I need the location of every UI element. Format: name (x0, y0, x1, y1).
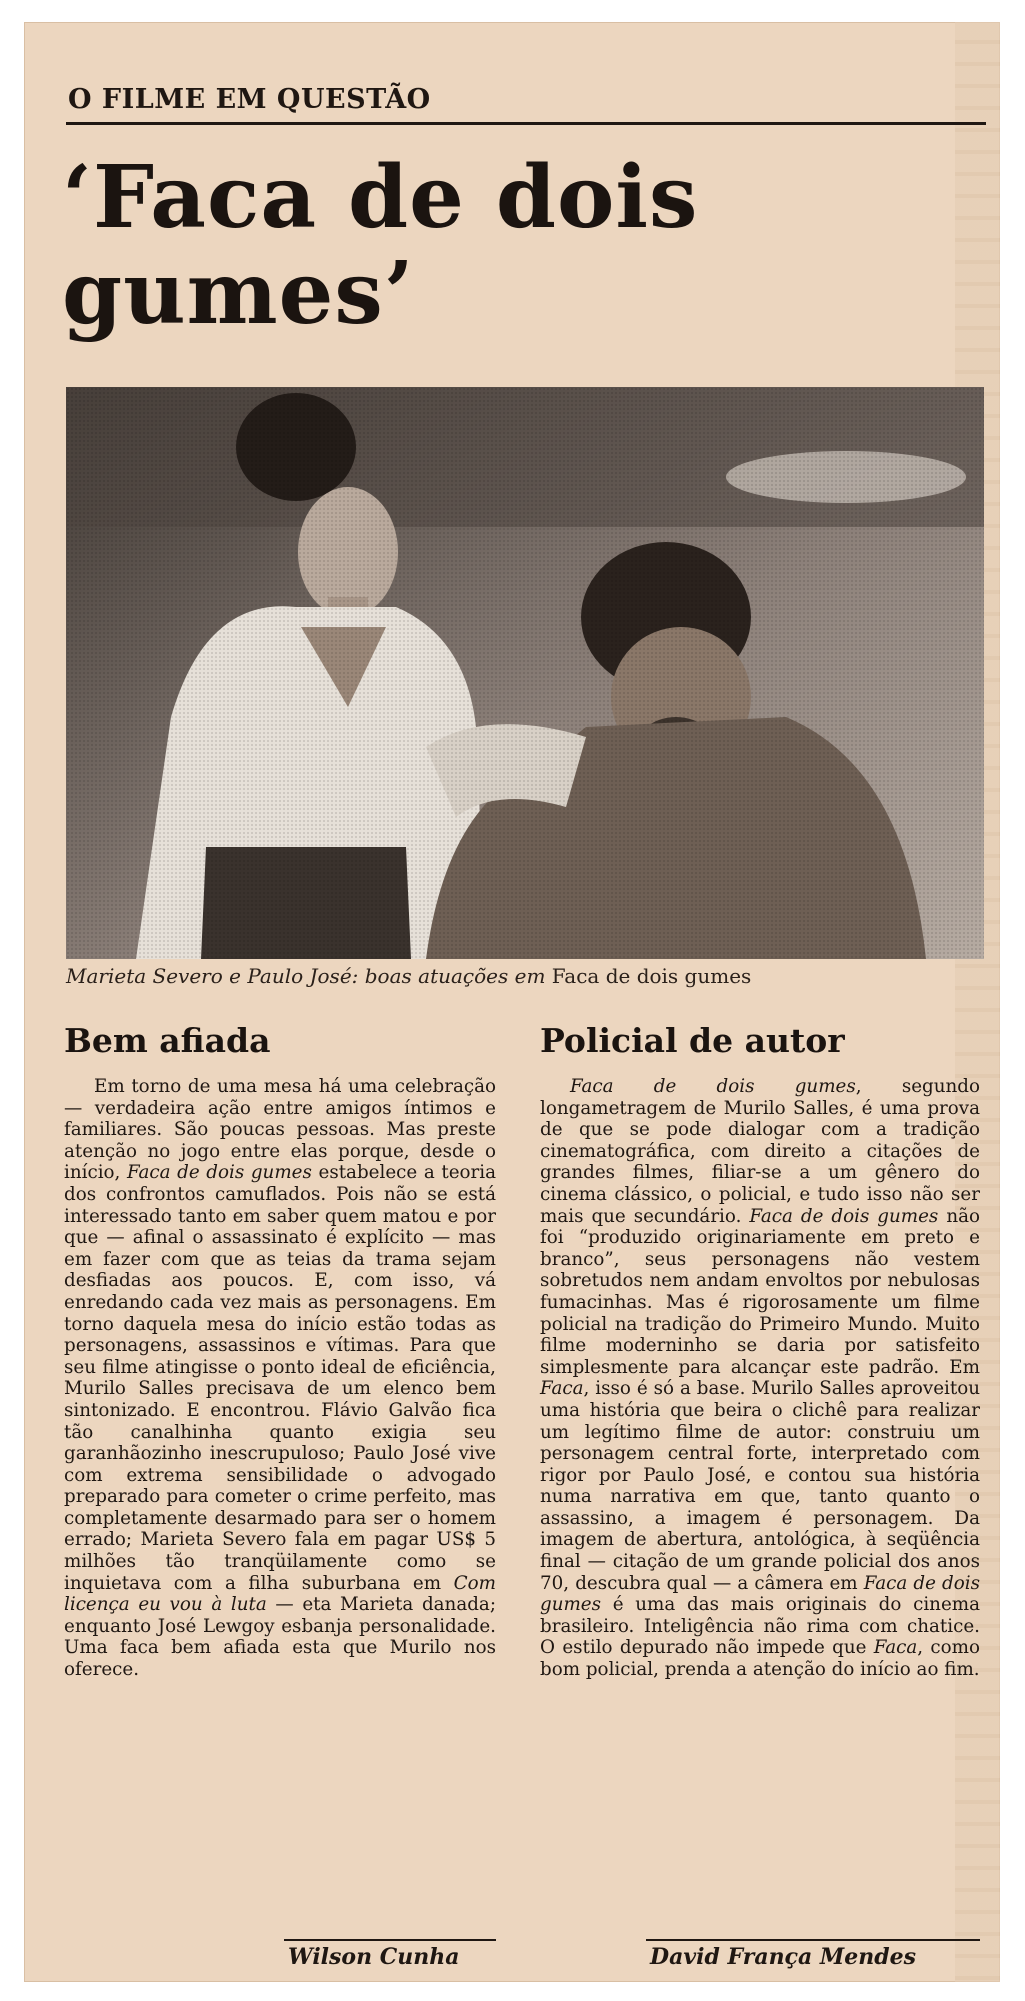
left-body (64, 1076, 496, 1681)
right-text-3: , isso é só a base. Murilo Salles aproveitou uma história que beira o clichê para realizar um legítimo filme de autor: construiu um personagem central forte, interpretado com rigor por Paulo José, e contou sua história numa narrativa em que, tanto quanto o assassino, a imagem é personagem. Da imagem de abertura, antológica, à seqüência final — citação de um grande policial dos anos 70, descubra qual — a câmera em (540, 1378, 980, 1594)
photo-caption (66, 962, 984, 990)
right-byline-rule (646, 1939, 980, 1941)
section-kicker: O FILME EM QUESTÃO (68, 84, 431, 115)
review-policial-de-autor (540, 1020, 980, 1681)
left-byline: Wilson Cunha (288, 1944, 460, 1970)
right-body (540, 1076, 980, 1681)
film-still-image (66, 387, 984, 959)
right-text-2: não foi “produzido originariamente em preto e branco”, seus personagens não vestem sobretudos nem andam envoltos por nebulosas fumacinhas. Mas é rigorosamente um filme policial na tradição do Primeiro Mundo. Muito filme moderninho se daria por satisfeito simplesmente para alcançar este padrão. Em (540, 1205, 981, 1378)
right-text-4: é uma das mais originais do cinema brasileiro. Inteligência não rima com chatice. O estilo depurado não impede que (540, 1594, 981, 1659)
left-italic-2: Com licença eu vou à luta (64, 1572, 496, 1616)
left-heading: Bem afiada (64, 1021, 271, 1060)
right-text-5: , como bom policial, prenda a atenção do início ao fim. (540, 1637, 980, 1681)
headline: ‘Faca de dois gumes’ (62, 147, 699, 344)
caption-film-title: Faca de dois gumes (551, 964, 752, 988)
left-italic-1: Faca de dois gumes (127, 1162, 312, 1184)
right-italic-1: Faca de dois gumes (570, 1076, 856, 1097)
right-heading: Policial de autor (540, 1021, 845, 1060)
right-italic-3: Faca (540, 1378, 584, 1400)
kicker-rule (66, 122, 986, 125)
left-text-1: Em torno de uma mesa há uma celebração — verdadeira ação entre amigos íntimos e familiares. São poucas pessoas. Mas preste atenção no jogo entre elas porque, desde o início, (64, 1076, 496, 1184)
right-italic-4: Faca de dois gumes (540, 1572, 980, 1616)
left-text-3: — eta Marieta danada; enquanto José Lewgoy esbanja personalidade. Uma faca bem afiada esta que Murilo nos oferece. (64, 1594, 496, 1681)
review-bem-afiada (64, 1020, 496, 1681)
right-byline: David França Mendes (650, 1944, 917, 1970)
left-text-2: estabelece a teoria dos confrontos camuflados. Pois não se está interessado tanto em saber quem matou e por que — afinal o assassinato é explícito — mas em fazer com que as teias da trama sejam desfiadas aos poucos. E, com isso, vá enredando cada vez mais as personagens. Em torno daquela mesa do início estão todas as personagens, assassinos e vítimas. Para que seu filme atingisse o ponto ideal de eficiência, Murilo Salles precisava de um elenco bem sintonizado. E encontrou. Flávio Galvão fica tão canalhinha quanto exigia seu garanhãozinho inescrupuloso; Paulo José vive com extrema sensibilidade o advogado preparado para cometer o crime perfeito, mas completamente desarmado para ser o homem errado; Marieta Severo fala em pagar US$ 5 milhões tão tranqüilamente como se inquietava com a filha suburbana em (64, 1162, 497, 1594)
left-byline-rule (284, 1939, 496, 1941)
right-italic-5: Faca (873, 1637, 918, 1659)
caption-names: Marieta Severo e Paulo José: boas atuações em (66, 964, 546, 988)
right-italic-2: Faca de dois gumes (749, 1205, 939, 1227)
right-text-1: , segundo longametragem de Murilo Salles, é uma prova de que se pode dialogar com a tradição cinematográfica, com direito a citações de grandes filmes, filiar-se a um gênero do cinema clássico, o policial, e tudo isso não ser mais que secundário. (540, 1076, 980, 1227)
film-still-photo (66, 387, 984, 959)
